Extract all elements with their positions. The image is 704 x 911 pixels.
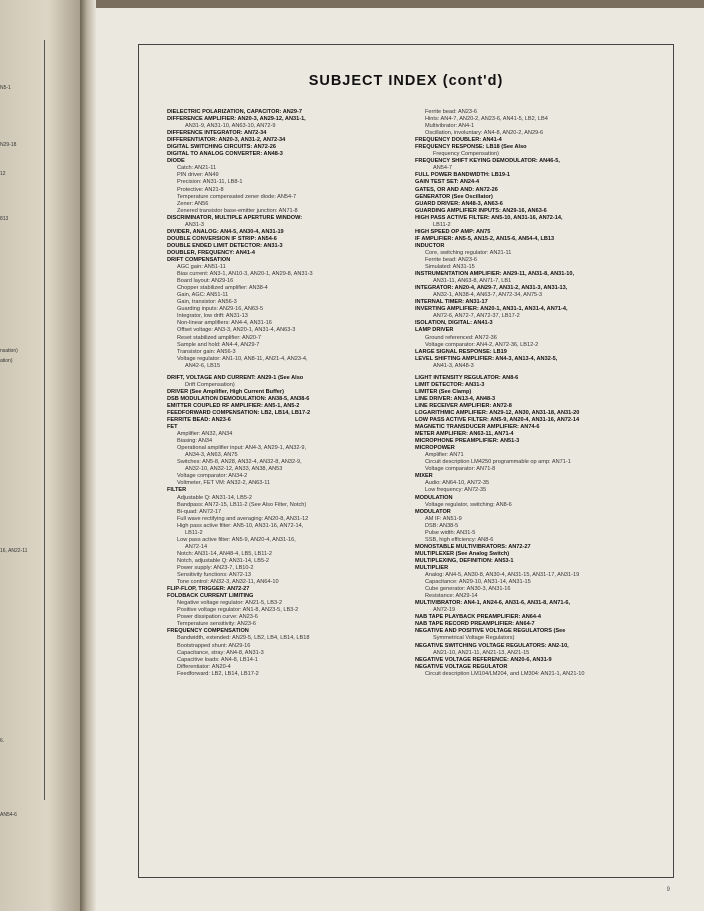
index-entry: Bias current: AN3-1, AN10-3, AN20-1, AN29-8, AN31-3 xyxy=(177,271,313,278)
book-spine xyxy=(80,0,96,911)
index-entry: LOW PASS ACTIVE FILTER: AN5-9, AN20-4, AN31-16, AN72-14 xyxy=(415,417,580,424)
index-entry: AN21-10, AN21-11, AN21-13, AN21-15 xyxy=(433,649,530,656)
index-entry: AN32-10, AN32-12, AN33, AN38, AN53 xyxy=(185,466,283,473)
index-entry: GUARDING AMPLIFIER INPUTS: AN29-16, AN63-6 xyxy=(415,207,547,214)
index-entry: Capacitive loads: AN4-8, LB14-1 xyxy=(177,656,258,663)
index-entry: Sensitivity functions: AN72-13 xyxy=(177,572,251,579)
index-entry: Voltage regulator, switching: AN8-6 xyxy=(425,501,512,508)
index-entry: NAB TAPE PLAYBACK PREAMPLIFIER: AN64-4 xyxy=(415,614,541,621)
index-entry: Bi-quad: AN72-17 xyxy=(177,508,222,515)
index-entry: Multivibrator: AN4-1 xyxy=(425,123,475,130)
index-entry: AN54-7 xyxy=(433,165,452,172)
index-entry: AN32-1, AN38-4, AN63-7, AN72-34, AN75-3 xyxy=(433,292,543,299)
index-entry: AN72-6, AN72-7, AN72-37, LB17-2 xyxy=(433,313,520,320)
facing-page-fragment: N5-1 xyxy=(0,85,11,91)
index-entry: FREQUENCY DOUBLER: AN41-4 xyxy=(415,137,502,144)
index-entry: MICROPOWER xyxy=(415,445,455,452)
index-entry: AN31-11, AN63-8, AN71-7, LB1 xyxy=(433,278,512,285)
index-entry: HIGH PASS ACTIVE FILTER: AN5-10, AN31-16, AN72-14, xyxy=(415,214,563,221)
index-entry: Feedforward: LB2, LB14, LB17-2 xyxy=(177,670,259,677)
index-entry: SSB, high efficiency: AN8-6 xyxy=(425,536,494,543)
index-entry: GATES, OR AND AND: AN72-26 xyxy=(415,186,498,193)
index-entry: DRIFT, VOLTAGE AND CURRENT: AN29-1 (See Also xyxy=(167,374,304,381)
index-entry: DIFFERENTIATOR: AN20-3, AN31-2, AN72-34 xyxy=(167,137,286,144)
index-entry: Amplifier: AN32, AN34 xyxy=(177,431,233,438)
index-entry: Power dissipation curve: AN23-6 xyxy=(177,614,258,621)
index-entry: Drift Compensation) xyxy=(185,381,235,388)
index-entry: DOUBLER, FREQUENCY: AN41-4 xyxy=(167,249,255,256)
index-entry: MULTIVIBRATOR: AN4-1, AN24-6, AN31-6, AN31-8, AN71-6, xyxy=(415,600,570,607)
index-entry: INDUCTOR xyxy=(415,242,445,249)
index-entry: MULTIPLEXING, DEFINITION: AN53-1 xyxy=(415,557,514,564)
index-entry: Voltage regulator: AN1-10, AN8-11, AN21-4, AN23-4, xyxy=(177,355,308,362)
index-entry: HIGH SPEED OP AMP: AN75 xyxy=(415,228,491,235)
index-entry: Circuit description LM4250 programmable op amp: AN71-1 xyxy=(425,459,571,466)
index-entry: Low pass active filter: AN5-9, AN20-4, AN31-16, xyxy=(177,536,296,543)
index-entry: METER AMPLIFIER: AN63-11, AN71-4 xyxy=(415,431,514,438)
index-entry: Zener: AN56 xyxy=(177,200,209,207)
index-entry: Catch: AN21-11 xyxy=(177,165,217,172)
index-entry: Integrator, low drift: AN31-13 xyxy=(177,313,248,320)
index-entry: Amplifier: AN71 xyxy=(425,452,464,459)
index-entry: Tone control: AN32-3, AN32-11, AN64-10 xyxy=(177,579,279,586)
index-entry: LOGARITHMIC AMPLIFIER: AN29-12, AN30, AN31-18, AN31-20 xyxy=(415,409,580,416)
index-entry: MIXER xyxy=(415,473,433,480)
index-entry: Low frequency: AN72-35 xyxy=(425,487,487,494)
index-entry: Operational amplifier input: AN4-3, AN29-1, AN32-9, xyxy=(177,445,307,452)
index-entry: Voltage comparator: AN34-2 xyxy=(177,473,248,480)
index-entry: Audio: AN64-10, AN72-35 xyxy=(425,480,490,487)
facing-page-fragment: 813 xyxy=(0,216,9,222)
index-entry: AN72-19 xyxy=(433,607,456,614)
index-entry: DIELECTRIC POLARIZATION, CAPACITOR: AN29-7 xyxy=(167,109,302,115)
facing-page-fragment: AN54-6 xyxy=(0,812,17,818)
index-entry: DIODE xyxy=(167,158,185,165)
index-entry: Voltage comparator: AN4-2, AN72-36, LB12-2 xyxy=(425,341,539,348)
index-entry: Hints: AN4-7, AN20-2, AN23-6, AN41-5, LB2, LB4 xyxy=(425,116,548,123)
index-entry: FREQUENCY COMPENSATION xyxy=(167,628,249,635)
index-entry: Full wave rectifying and averaging: AN20-8, AN31-12 xyxy=(177,515,309,522)
index-entry: High pass active filter: AN5-10, AN31-16, AN72-14, xyxy=(177,522,304,529)
index-entry: MICROPHONE PREAMPLIFIER: AN51-3 xyxy=(415,438,520,445)
index-entry: Analog: AN4-5, AN30-8, AN30-4, AN31-15, AN31-17, AN31-19 xyxy=(425,572,580,579)
index-entry: Power supply: AN23-7, LB10-2 xyxy=(177,565,254,571)
index-entry: LARGE SIGNAL RESPONSE: LB19 xyxy=(415,348,507,355)
index-entry: NEGATIVE SWITCHING VOLTAGE REGULATORS: AN2-10, xyxy=(415,642,569,649)
facing-page-fragment: nsation) xyxy=(0,348,18,354)
index-entry: MAGNETIC TRANSDUCER AMPLIFIER: AN74-6 xyxy=(415,424,540,431)
index-entry: Switches: AN5-8, AN28, AN32-4, AN32-8, AN32-9, xyxy=(177,459,302,466)
index-entry: DRIVER (See Amplifier, High Current Buffer) xyxy=(167,388,284,395)
index-entry: INVERTING AMPLIFIER: AN20-1, AN31-1, AN31-4, AN71-4, xyxy=(415,306,568,313)
index-column-left xyxy=(167,109,393,678)
index-entry: Core, switching regulator: AN21-11 xyxy=(425,249,512,256)
index-entry: Bootstrapped shunt: AN29-16 xyxy=(177,642,251,649)
index-page xyxy=(96,8,704,911)
index-entry: AM IF: AN51-9 xyxy=(425,515,462,522)
index-entry: Non-linear amplifiers: AN4-4, AN31-16 xyxy=(177,320,272,327)
index-entry: GENERATOR (See Oscillator) xyxy=(415,193,493,200)
index-entry: Symmetrical Voltage Regulators) xyxy=(433,635,515,642)
index-entry: LIMITER (See Clamp) xyxy=(415,388,472,395)
index-entry: GUARD DRIVER: AN48-3, AN63-6 xyxy=(415,200,503,207)
index-entry: Capacitance, stray: AN4-8, AN31-3 xyxy=(177,649,264,656)
index-entry: Temperature compensated zener diode: AN54-7 xyxy=(177,193,297,200)
index-entry: NEGATIVE VOLTAGE REGULATOR xyxy=(415,663,508,670)
index-entry: Capacitance: AN29-10, AN31-14, AN31-15 xyxy=(425,579,531,586)
facing-page-fragment: 6. xyxy=(0,738,5,744)
index-entry: Ferrite bead: AN23-6 xyxy=(425,256,477,263)
index-entry: DSB MODULATION DEMODULATION: AN38-5, AN38-6 xyxy=(167,395,310,402)
index-entry: FULL POWER BANDWIDTH: LB19-1 xyxy=(415,172,510,179)
index-entry: FET xyxy=(167,424,178,431)
index-entry: AN34-3, AN63, AN75 xyxy=(185,452,238,459)
index-entry: DIFFERENCE AMPLIFIER: AN20-3, AN29-12, AN31-1, xyxy=(167,116,306,123)
index-entry: Pulse width: AN31-5 xyxy=(425,529,476,536)
index-entry: Biasing: AN34 xyxy=(177,438,213,445)
index-entry: INTERNAL TIMER: AN31-17 xyxy=(415,299,488,306)
index-entry: Differentiator: AN20-4 xyxy=(177,663,231,670)
index-entry: Protective: AN21-8 xyxy=(177,186,224,193)
index-entry: DOUBLE CONVERSION IF STRIP: AN54-6 xyxy=(167,235,277,242)
index-entry: DIGITAL SWITCHING CIRCUITS: AN72-26 xyxy=(167,144,276,151)
index-entry: NEGATIVE AND POSITIVE VOLTAGE REGULATORS (See xyxy=(415,628,566,635)
index-entry: LIGHT INTENSITY REGULATOR: AN8-6 xyxy=(415,374,519,381)
index-entry: Temperature sensitivity: AN23-6 xyxy=(177,621,256,628)
facing-page-fragment: 16, AN22-11 xyxy=(0,548,28,554)
index-entry: Precision: AN31-11, LB8-1 xyxy=(177,179,243,186)
index-entry: DIVIDER, ANALOG: AN4-5, AN30-4, AN31-19 xyxy=(167,228,284,235)
index-entry: Resistance: AN29-14 xyxy=(425,593,478,600)
index-entry: DSB: AN38-5 xyxy=(425,522,459,529)
index-entry: DISCRIMINATOR, MULTIPLE APERTURE WINDOW: xyxy=(167,214,303,221)
index-entry: EMITTER COUPLED RF AMPLIFIER: AN5-1, AN5-2 xyxy=(167,402,300,409)
index-entry: DIFFERENCE INTEGRATOR: AN72-34 xyxy=(167,130,267,137)
index-entry: Sample and hold: AN4-4, AN29-7 xyxy=(177,341,260,348)
index-entry: Ground referenced: AN72-36 xyxy=(425,334,497,341)
index-entry: AN31-3 xyxy=(185,221,204,228)
facing-page-fragment: N29-18 xyxy=(0,142,17,148)
index-entry: Gain, AGC: AN51-11 xyxy=(177,292,229,299)
index-entry: Adjustable Q: AN31-14, LB5-2 xyxy=(177,494,252,501)
index-entry: LINE DRIVER: AN13-4, AN48-3 xyxy=(415,395,496,402)
page-frame xyxy=(138,44,674,878)
index-entry: AN42-6, LB15 xyxy=(185,362,221,369)
index-entry: GAIN TEST SET: AN24-4 xyxy=(415,179,480,186)
index-entry: NAB TAPE RECORD PREAMPLIFIER: AN64-7 xyxy=(415,621,535,628)
index-entry: FREQUENCY SHIFT KEYING DEMODULATOR: AN46-5, xyxy=(415,158,560,165)
index-entry: FLIP-FLOP, TRIGGER: AN72-27 xyxy=(167,586,250,593)
index-entry: Voltmeter, FET VM: AN32-2, AN63-11 xyxy=(177,480,271,487)
index-entry: LEVEL SHIFTING AMPLIFIER: AN4-3, AN13-4, AN32-5, xyxy=(415,355,558,362)
index-entry: AN72-14 xyxy=(185,543,208,550)
index-entry: LAMP DRIVER xyxy=(415,327,454,334)
index-entry: FOLDBACK CURRENT LIMITING xyxy=(167,593,254,600)
index-entry: DRIFT COMPENSATION xyxy=(167,256,231,263)
index-entry: Transistor gain: AN56-3 xyxy=(177,348,236,355)
page-number: 9 xyxy=(666,887,670,893)
facing-page xyxy=(0,0,80,911)
index-entry: MONOSTABLE MULTIVIBRATORS: AN72-27 xyxy=(415,543,531,550)
page-title: SUBJECT INDEX (cont'd) xyxy=(308,73,504,89)
index-entry: MODULATOR xyxy=(415,508,451,515)
index-entry: Offset voltage: AN3-3, AN20-1, AN31-4, AN63-3 xyxy=(177,327,296,334)
index-entry: Cube generator: AN30-3, AN31-16 xyxy=(425,586,511,593)
index-entry: LB11-2 xyxy=(185,529,203,536)
index-entry: MULTIPLEXER (See Analog Switch) xyxy=(415,550,510,557)
index-entry: LB11-2 xyxy=(433,221,451,228)
facing-page-rule xyxy=(0,40,45,800)
index-entry: INTEGRATOR: AN20-4, AN29-7, AN31-2, AN31-3, AN31-13, xyxy=(415,285,568,292)
index-entry: Circuit description LM104/LM204, and LM304: AN21-1, AN21-10 xyxy=(425,670,585,677)
facing-page-fragment: ation) xyxy=(0,358,13,364)
index-entry: AN31-9, AN31-10, AN63-10, AN72-9 xyxy=(185,123,276,130)
index-entry: Bandwidth, extended: AN29-5, LB2, LB4, LB14, LB18 xyxy=(177,635,310,642)
index-column-right xyxy=(415,109,665,678)
index-entry: Guarding inputs: AN29-16, AN63-5 xyxy=(177,306,264,313)
index-entry: LIMIT DETECTOR: AN31-3 xyxy=(415,381,485,388)
index-entry: AN41-3, AN48-3 xyxy=(433,362,474,369)
index-entry: LINE RECEIVER AMPLIFIER: AN72-8 xyxy=(415,402,512,409)
index-entry: AGC gain: AN51-11 xyxy=(177,264,226,271)
index-entry: FILTER xyxy=(167,487,187,494)
index-entry: Zenered transistor base-emitter junction: AN71-8 xyxy=(177,207,298,214)
facing-page-fragment: 12 xyxy=(0,171,6,177)
index-entry: Bandpass: AN72-15, LB11-2 (See Also Filter, Notch) xyxy=(177,501,307,508)
index-entry: DOUBLE ENDED LIMIT DETECTOR: AN31-3 xyxy=(167,242,283,249)
index-entry: Negative voltage regulator: AN21-5, LB3-2 xyxy=(177,600,283,607)
index-entry: PIN driver: AN49 xyxy=(177,172,219,179)
index-entry: FREQUENCY RESPONSE: LB18 (See Also xyxy=(415,144,527,151)
index-entry: Gain, transistor: AN56-3 xyxy=(177,299,237,306)
index-entry: MODULATION xyxy=(415,494,453,501)
index-entry: Oscillation, involuntary: AN4-8, AN20-2, AN29-6 xyxy=(425,130,544,137)
index-entry: IF AMPLIFIER: AN5-5, AN15-2, AN15-6, AN54-4, LB13 xyxy=(415,235,555,242)
index-entry: DIGITAL TO ANALOG CONVERTER: AN48-3 xyxy=(167,151,283,158)
index-entry: FERRITE BEAD: AN23-6 xyxy=(167,417,231,424)
index-entry: INSTRUMENTATION AMPLIFIER: AN29-11, AN31-8, AN31-10, xyxy=(415,271,575,278)
index-entry: Frequency Compensation) xyxy=(433,151,499,158)
index-entry: NEGATIVE VOLTAGE REFERENCE: AN20-6, AN31-9 xyxy=(415,656,552,663)
index-entry: Voltage comparator: AN71-8 xyxy=(425,466,496,473)
index-entry: Ferrite bead: AN23-6 xyxy=(425,109,477,115)
index-entry: Board layout: AN29-16 xyxy=(177,278,234,285)
index-entry: ISOLATION, DIGITAL: AN41-3 xyxy=(415,320,493,327)
index-entry: Notch: AN31-14, AN48-4, LB5, LB11-2 xyxy=(177,550,273,557)
index-entry: MULTIPLIER xyxy=(415,565,449,571)
index-entry: Simulated: AN31-15 xyxy=(425,264,475,271)
index-entry: FEEDFORWARD COMPENSATION: LB2, LB14, LB17-2 xyxy=(167,409,311,416)
index-entry: Positive voltage regulator: AN1-8, AN23-5, LB3-2 xyxy=(177,607,299,614)
index-entry: Notch, adjustable Q: AN31-14, LB5-2 xyxy=(177,557,270,564)
index-entry: Chopper stabilized amplifier: AN38-4 xyxy=(177,285,268,292)
index-entry: Reset stabilized amplifier: AN20-7 xyxy=(177,334,261,341)
